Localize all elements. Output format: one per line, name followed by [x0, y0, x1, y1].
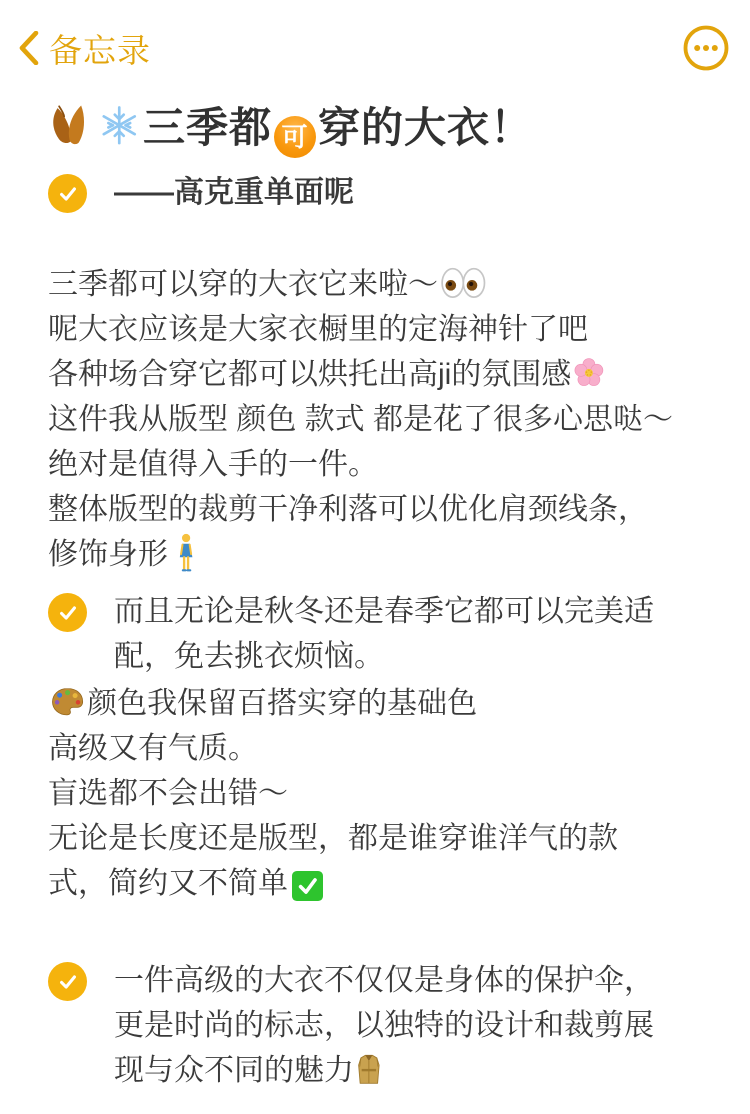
checklist-checkbox-checked[interactable]: [48, 593, 87, 632]
back-button-label: 备忘录: [49, 31, 151, 69]
text-run: 修饰身形: [48, 538, 177, 572]
palette-emoji: [50, 681, 85, 726]
note-text-line: [48, 307, 716, 352]
note-text-line: [48, 532, 716, 577]
text-run: 三季都可以穿的大衣它来啦～: [48, 268, 438, 302]
back-button[interactable]: [18, 25, 151, 72]
note-text-line: [114, 1048, 654, 1093]
woman-standing-emoji: [178, 532, 194, 577]
text-run: 配，免去挑衣烦恼。: [114, 640, 384, 674]
eyes-emoji: [440, 262, 487, 307]
check-mark-button-emoji: [290, 861, 323, 906]
note-text-line: [48, 487, 716, 532]
snowflake-emoji: [97, 100, 142, 156]
note-paragraph: [48, 262, 716, 577]
note-text-line: [48, 816, 716, 861]
note-text-line: [48, 262, 716, 307]
checklist-text: [114, 958, 654, 1093]
text-run: 这件我从版型 颜色 款式 都是花了很多心思哒～: [48, 403, 674, 437]
checklist-checkbox-checked[interactable]: [48, 174, 87, 213]
text-run: 一件高级的大衣不仅仅是身体的保护伞，: [114, 964, 654, 998]
note-text-line: [48, 861, 716, 906]
note-text-line: [114, 170, 354, 215]
text-run: 各种场合穿它都可以烘托出高ji的氛围感: [48, 358, 572, 392]
chevron-left-icon: [18, 31, 39, 65]
note-text-line: [48, 352, 716, 397]
cherry-blossom-emoji: [573, 352, 605, 397]
text-run: 更是时尚的标志，以独特的设计和裁剪展: [114, 1009, 654, 1043]
note-text-line: [48, 442, 716, 487]
note-body[interactable]: [48, 170, 716, 1093]
text-run: 现与众不同的魅力: [114, 1054, 354, 1088]
note-text-line: [48, 726, 716, 771]
note-text-line: [114, 589, 654, 634]
checklist-item: [48, 958, 716, 1093]
note-text-line: [48, 681, 716, 726]
text-run: 颜色我保留百搭实穿的基础色: [87, 687, 478, 721]
nav-bar: [0, 0, 750, 74]
note-text-line: [114, 1003, 654, 1048]
text-run: 式，简约又不简单: [48, 867, 288, 901]
checklist-item: [48, 170, 716, 215]
text-run: 盲选都不会出错～: [48, 777, 288, 811]
note-text-line: [48, 397, 716, 442]
text-run: 穿的大衣！: [318, 104, 534, 151]
note-text-line: [114, 958, 654, 1003]
checklist-checkbox-checked[interactable]: [48, 962, 87, 1001]
checklist-item: [48, 589, 716, 679]
accept-button-emoji: 可: [274, 100, 316, 158]
text-run: 三季都: [143, 104, 273, 151]
text-run: 呢大衣应该是大家衣橱里的定海神针了吧: [48, 313, 588, 347]
note-text-line: [114, 634, 654, 679]
checklist-text: [114, 170, 354, 215]
more-options-button[interactable]: [682, 24, 730, 72]
text-run: 绝对是值得入手的一件。: [48, 448, 378, 482]
ellipsis-circle-icon: [682, 24, 730, 72]
note-title: [46, 100, 722, 158]
coat-emoji: [356, 1048, 382, 1093]
checklist-text: [114, 589, 654, 679]
fallen-leaf-emoji: [48, 100, 93, 156]
text-run: 而且无论是秋冬还是春季它都可以完美适: [114, 595, 654, 629]
text-run: 无论是长度还是版型，都是谁穿谁洋气的款: [48, 822, 618, 856]
text-run: 整体版型的裁剪干净利落可以优化肩颈线条，: [48, 493, 648, 527]
text-run: 高级又有气质。: [48, 732, 258, 766]
blank-line: [48, 906, 716, 946]
note-paragraph: [48, 681, 716, 906]
note-text-line: [48, 771, 716, 816]
text-run: ——高克重单面呢: [114, 176, 354, 210]
